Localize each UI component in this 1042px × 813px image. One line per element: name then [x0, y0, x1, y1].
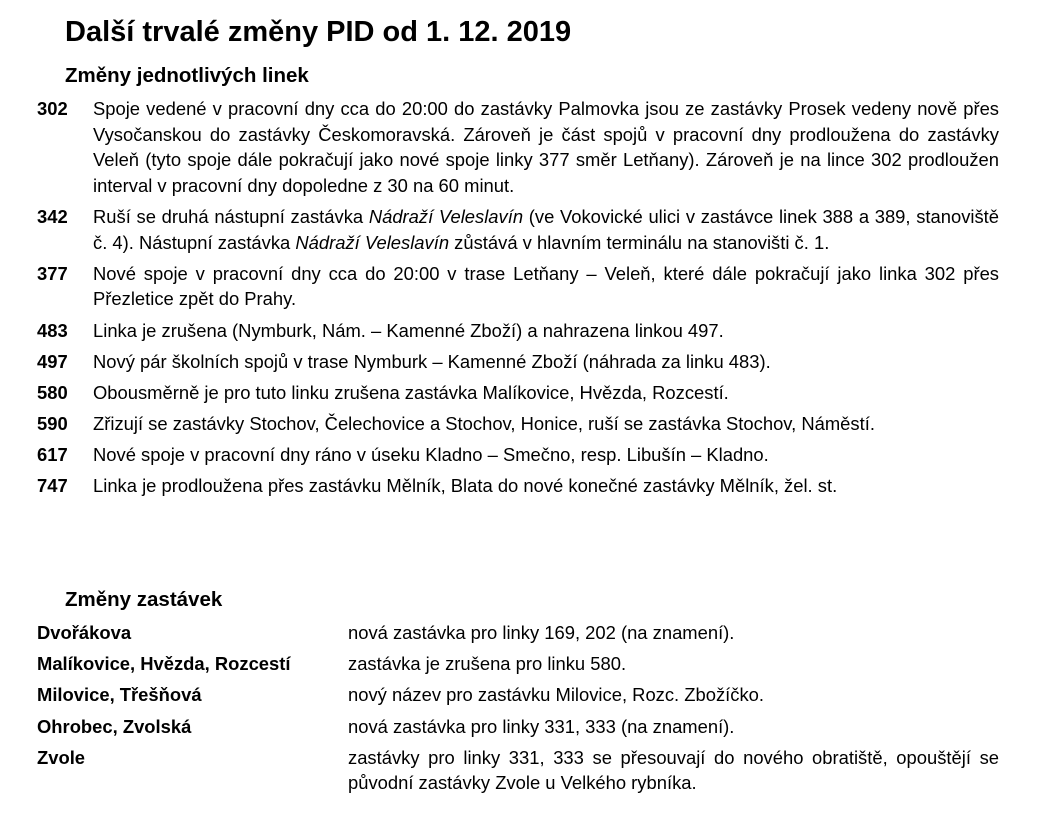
line-change-description	[93, 349, 999, 375]
stop-change-item	[37, 620, 999, 646]
line-change-item	[37, 204, 999, 255]
line-change-item	[37, 411, 999, 437]
stop-changes-heading: Změny zastávek	[65, 588, 223, 611]
line-change-description	[93, 204, 999, 255]
line-change-item	[37, 318, 999, 344]
page-title: Další trvalé změny PID od 1. 12. 2019	[65, 16, 572, 48]
line-changes-list	[37, 96, 999, 505]
line-change-description	[93, 442, 999, 468]
line-change-item	[37, 96, 999, 198]
line-number: 617	[37, 444, 68, 466]
description-text: Zřizují se zastávky Stochov, Čelechovice a Stochov, Honice, ruší se zastávka Stochov, Náměstí.	[93, 413, 875, 435]
line-change-description	[93, 411, 999, 437]
stop-change-description: zastávky pro linky 331, 333 se přesouvají do nového obratiště, opouštějí se původní zastávky Zvole u Velkého rybníka.	[348, 746, 999, 794]
line-change-item	[37, 349, 999, 375]
line-change-item	[37, 442, 999, 468]
stop-change-item	[37, 745, 999, 796]
description-text: Nový pár školních spojů v trase Nymburk – Kamenné Zboží (náhrada za linku 483).	[93, 350, 771, 372]
line-number: 377	[37, 262, 68, 284]
line-change-item	[37, 473, 999, 499]
stop-name: Zvole	[37, 746, 86, 768]
stop-change-description: nový název pro zastávku Milovice, Rozc. Zbožíčko.	[348, 684, 764, 706]
line-change-description	[93, 380, 999, 406]
description-text: Linka je zrušena (Nymburk, Nám. – Kamenné Zboží) a nahrazena linkou 497.	[93, 319, 724, 341]
stop-name-emphasis: Nádraží Veleslavín	[295, 231, 450, 253]
description-text: Nové spoje v pracovní dny cca do 20:00 v trase Letňany – Veleň, které dále pokračují jako linka 302 přes Přezletice zpět do Prahy.	[93, 262, 999, 310]
description-text: Linka je prodloužena přes zastávku Mělník, Blata do nové konečné zastávky Mělník, žel. st.	[93, 475, 838, 497]
line-number: 590	[37, 413, 68, 435]
stop-change-item	[37, 714, 999, 740]
line-change-description	[93, 318, 999, 344]
stop-name: Milovice, Třešňová	[37, 684, 202, 706]
line-number: 302	[37, 98, 68, 119]
line-change-description	[93, 261, 999, 312]
description-text: Obousměrně je pro tuto linku zrušena zastávka Malíkovice, Hvězda, Rozcestí.	[93, 381, 729, 403]
line-number: 342	[37, 205, 68, 227]
description-text: Nové spoje v pracovní dny ráno v úseku Kladno – Smečno, resp. Libušín – Kladno.	[93, 444, 769, 466]
description-text: zůstává v hlavním terminálu na stanovišti č. 1.	[449, 231, 830, 253]
line-number: 580	[37, 381, 68, 403]
stop-name-emphasis: Nádraží Veleslavín	[368, 205, 524, 227]
stop-change-description: nová zastávka pro linky 169, 202 (na znamení).	[348, 622, 735, 643]
stop-change-item	[37, 651, 999, 677]
description-text: (ve Vokovické ulici v zastávce linek 388 a 389, stanoviště č. 4). Nástupní zastávka	[93, 205, 1000, 253]
description-text: Ruší se druhá nástupní zastávka	[93, 205, 369, 227]
line-change-description	[93, 96, 999, 198]
line-number: 497	[37, 350, 68, 372]
description-text: Spoje vedené v pracovní dny cca do 20:00 do zastávky Palmovka jsou ze zastávky Prosek vedeny nově přes Vysočanskou do zastávky Českomoravská. Zároveň je část spojů v pracovní dny prodloužena do zastávky Veleň (tyto spoje dále pokračují jako nové spoje linky 377 směr Letňany). Zároveň je na lince 302 prodloužen interval v pracovní dny dopoledne z 30 na 60 minut.	[93, 98, 999, 196]
stop-changes-list	[37, 620, 999, 802]
stop-change-description: zastávka je zrušena pro linku 580.	[348, 653, 627, 675]
line-change-item	[37, 261, 999, 312]
stop-name: Ohrobec, Zvolská	[37, 715, 192, 737]
stop-change-item	[37, 682, 999, 708]
stop-change-description: nová zastávka pro linky 331, 333 (na znamení).	[348, 715, 735, 737]
line-number: 483	[37, 319, 68, 341]
line-change-description	[93, 473, 999, 499]
line-changes-heading: Změny jednotlivých linek	[65, 64, 309, 87]
stop-name: Malíkovice, Hvězda, Rozcestí	[37, 653, 291, 675]
stop-name: Dvořákova	[37, 622, 132, 643]
line-number: 747	[37, 475, 68, 497]
line-change-item	[37, 380, 999, 406]
